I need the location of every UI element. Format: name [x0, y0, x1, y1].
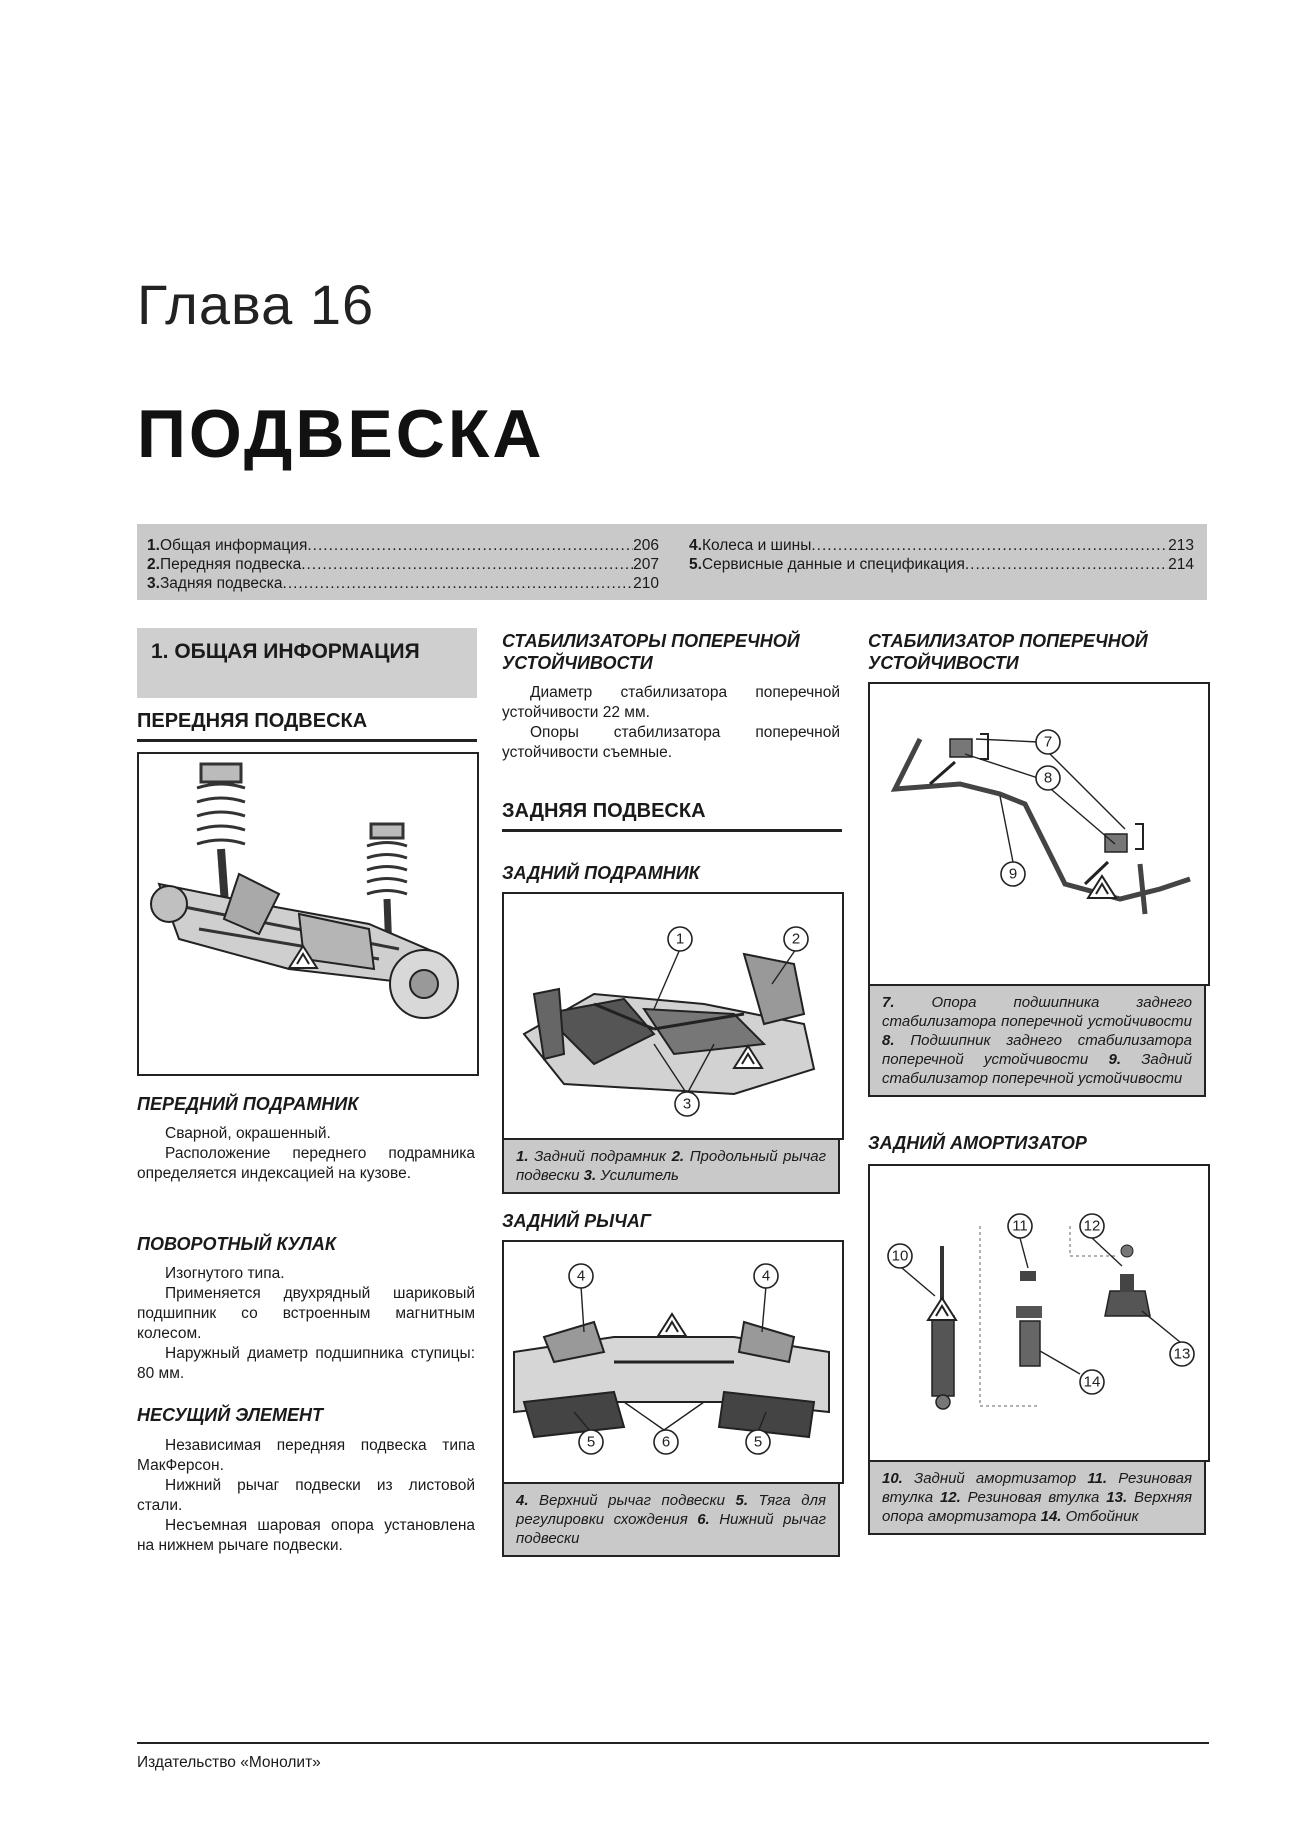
toc-num: 5. — [689, 556, 702, 573]
rear-subframe-illustration — [504, 894, 842, 1138]
stabilizer-illustration — [870, 684, 1208, 984]
caption-num: 13. — [1106, 1489, 1128, 1506]
rear-subframe-figure — [502, 892, 844, 1140]
footer-divider — [137, 1742, 1209, 1744]
section-heading-box — [137, 628, 477, 698]
caption-text: Задний стабилизатор поперечной устойчивости — [882, 1051, 1192, 1087]
page-title: ПОДВЕСКА — [137, 396, 545, 472]
toc-num: 4. — [689, 537, 702, 554]
caption-text: Нижний рычаг подвески — [516, 1511, 826, 1547]
callout-number: 4 — [761, 1267, 771, 1285]
callout-number: 14 — [1083, 1373, 1101, 1391]
toc-page: 207 — [633, 556, 659, 573]
rear-suspension-heading: ЗАДНЯЯ ПОДВЕСКА — [502, 800, 842, 832]
paragraph: Опоры стабилизатора поперечной устойчивости съемные. — [502, 724, 840, 761]
toc-title: Задняя подвеска — [159, 575, 283, 592]
callout-number: 11 — [1012, 1217, 1028, 1235]
paragraph: Применяется двухрядный шариковый подшипник со встроенным магнитным колесом. — [137, 1285, 475, 1342]
caption-num: 1. — [516, 1148, 529, 1165]
toc-num: 1. — [147, 537, 160, 554]
caption-text: Верхняя опора амортизатора — [882, 1489, 1192, 1525]
shock-heading: ЗАДНИЙ АМОРТИЗАТОР — [868, 1133, 1087, 1153]
stabilizer-heading: СТАБИЛИЗАТОР ПОПЕРЕЧНОЙ УСТОЙЧИВОСТИ — [868, 631, 1148, 673]
toc-title: Колеса и шины — [701, 537, 812, 554]
rear-arm-caption — [502, 1482, 840, 1557]
caption-num: 14. — [1040, 1508, 1062, 1525]
paragraph: Независимая передняя подвеска типа МакФерсон. — [137, 1437, 475, 1474]
rear-arm-figure — [502, 1240, 844, 1484]
front-suspension-illustration — [139, 754, 477, 1074]
publisher-footer: Издательство «Монолит» — [137, 1754, 321, 1771]
rear-subframe-heading: ЗАДНИЙ ПОДРАМНИК — [502, 863, 700, 883]
caption-text: Опора подшипника заднего стабилизатора поперечной устойчивости — [882, 994, 1192, 1030]
toc-num: 3. — [147, 575, 160, 592]
caption-text: Подшипник заднего стабилизатора поперечной устойчивости — [882, 1032, 1192, 1068]
front-suspension-figure — [137, 752, 479, 1076]
carrier-heading: НЕСУЩИЙ ЭЛЕМЕНТ — [137, 1405, 324, 1425]
shock-illustration — [870, 1166, 1208, 1460]
toc-entry[interactable] — [147, 536, 659, 555]
toc-entry[interactable] — [689, 536, 1194, 555]
caption-num: 6. — [697, 1511, 710, 1528]
callout-number: 10 — [891, 1247, 909, 1265]
toc-num: 2. — [147, 556, 160, 573]
chapter-label: Глава 16 — [137, 273, 375, 336]
callout-number: 5 — [753, 1433, 763, 1451]
carrier-text — [137, 1436, 475, 1556]
paragraph: Наружный диаметр подшипника ступицы: 80 мм. — [137, 1345, 475, 1382]
rear-arm-heading: ЗАДНИЙ РЫЧАГ — [502, 1211, 651, 1231]
caption-text: Продольный рычаг подвески — [516, 1148, 826, 1184]
callout-number: 1 — [675, 930, 685, 948]
toc-title: Сервисные данные и спецификация — [701, 556, 965, 573]
front-subframe-text — [137, 1124, 475, 1184]
caption-num: 7. — [882, 994, 895, 1011]
caption-text: Усилитель — [596, 1167, 679, 1184]
stabilizer-caption — [868, 984, 1206, 1097]
toc-page: 214 — [1168, 556, 1194, 573]
rear-subframe-caption — [502, 1138, 840, 1194]
paragraph: Расположение переднего подрамника определяется индексацией на кузове. — [137, 1145, 475, 1182]
toc-entry[interactable] — [147, 555, 659, 574]
caption-text: Задний подрамник — [528, 1148, 672, 1165]
callout-number: 3 — [682, 1095, 692, 1113]
toc-entry[interactable] — [689, 555, 1194, 574]
toc-right-column — [689, 536, 1194, 574]
callout-number: 12 — [1083, 1217, 1101, 1235]
callout-number: 4 — [576, 1267, 586, 1285]
front-suspension-heading: ПЕРЕДНЯЯ ПОДВЕСКА — [137, 710, 477, 742]
caption-text: Задний амортизатор — [902, 1470, 1088, 1487]
callout-number: 9 — [1008, 865, 1018, 883]
callout-number: 2 — [791, 930, 801, 948]
toc-title: Общая информация — [159, 537, 308, 554]
caption-num: 10. — [882, 1470, 903, 1487]
caption-text: Резиновая втулка — [882, 1470, 1192, 1506]
callout-number: 13 — [1173, 1345, 1191, 1363]
toc-page: 210 — [633, 575, 659, 592]
table-of-contents — [137, 524, 1207, 600]
shock-figure — [868, 1164, 1210, 1462]
publisher-logo-mark — [1088, 876, 1116, 898]
callout-number: 6 — [661, 1433, 671, 1451]
caption-num: 3. — [583, 1167, 597, 1184]
caption-text: Верхний рычаг подвески — [528, 1492, 736, 1509]
section-heading: 1. ОБЩАЯ ИНФОРМАЦИЯ — [151, 640, 420, 663]
knuckle-text — [137, 1264, 475, 1384]
caption-num: 12. — [939, 1489, 961, 1506]
caption-text: Отбойник — [1061, 1508, 1139, 1525]
caption-num: 2. — [671, 1148, 685, 1165]
front-subframe-heading: ПЕРЕДНИЙ ПОДРАМНИК — [137, 1094, 359, 1114]
stabilizer-figure — [868, 682, 1210, 986]
paragraph: Несъемная шаровая опора установлена на нижнем рычаге подвески. — [137, 1517, 475, 1554]
paragraph: Изогнутого типа. — [165, 1265, 285, 1282]
toc-left-column — [147, 536, 659, 593]
toc-page: 213 — [1168, 537, 1194, 554]
shock-caption — [868, 1460, 1206, 1535]
knuckle-heading: ПОВОРОТНЫЙ КУЛАК — [137, 1234, 336, 1254]
callout-number: 5 — [586, 1433, 596, 1451]
caption-num: 9. — [1108, 1051, 1121, 1068]
callout-number: 7 — [1043, 733, 1053, 751]
caption-num: 4. — [516, 1492, 529, 1509]
caption-num: 11. — [1087, 1470, 1108, 1487]
caption-num: 5. — [735, 1492, 748, 1509]
paragraph: Нижний рычаг подвески из листовой стали. — [137, 1477, 475, 1514]
publisher-logo-mark — [928, 1298, 956, 1320]
paragraph: Сварной, окрашенный. — [165, 1125, 331, 1142]
caption-num: 8. — [882, 1032, 895, 1049]
toc-page: 206 — [633, 537, 659, 554]
rear-arm-illustration — [504, 1242, 842, 1482]
paragraph: Диаметр стабилизатора поперечной устойчивости 22 мм. — [502, 684, 840, 721]
stabilizers-heading: СТАБИЛИЗАТОРЫ ПОПЕРЕЧНОЙ УСТОЙЧИВОСТИ — [502, 631, 800, 673]
publisher-logo-mark — [658, 1314, 686, 1336]
caption-text: Тяга для регулировки схождения — [516, 1492, 826, 1528]
callout-number: 8 — [1043, 769, 1053, 787]
toc-title: Передняя подвеска — [159, 556, 302, 573]
caption-text: Резиновая втулка — [960, 1489, 1107, 1506]
toc-entry[interactable] — [147, 574, 659, 593]
stabilizers-text — [502, 683, 840, 763]
